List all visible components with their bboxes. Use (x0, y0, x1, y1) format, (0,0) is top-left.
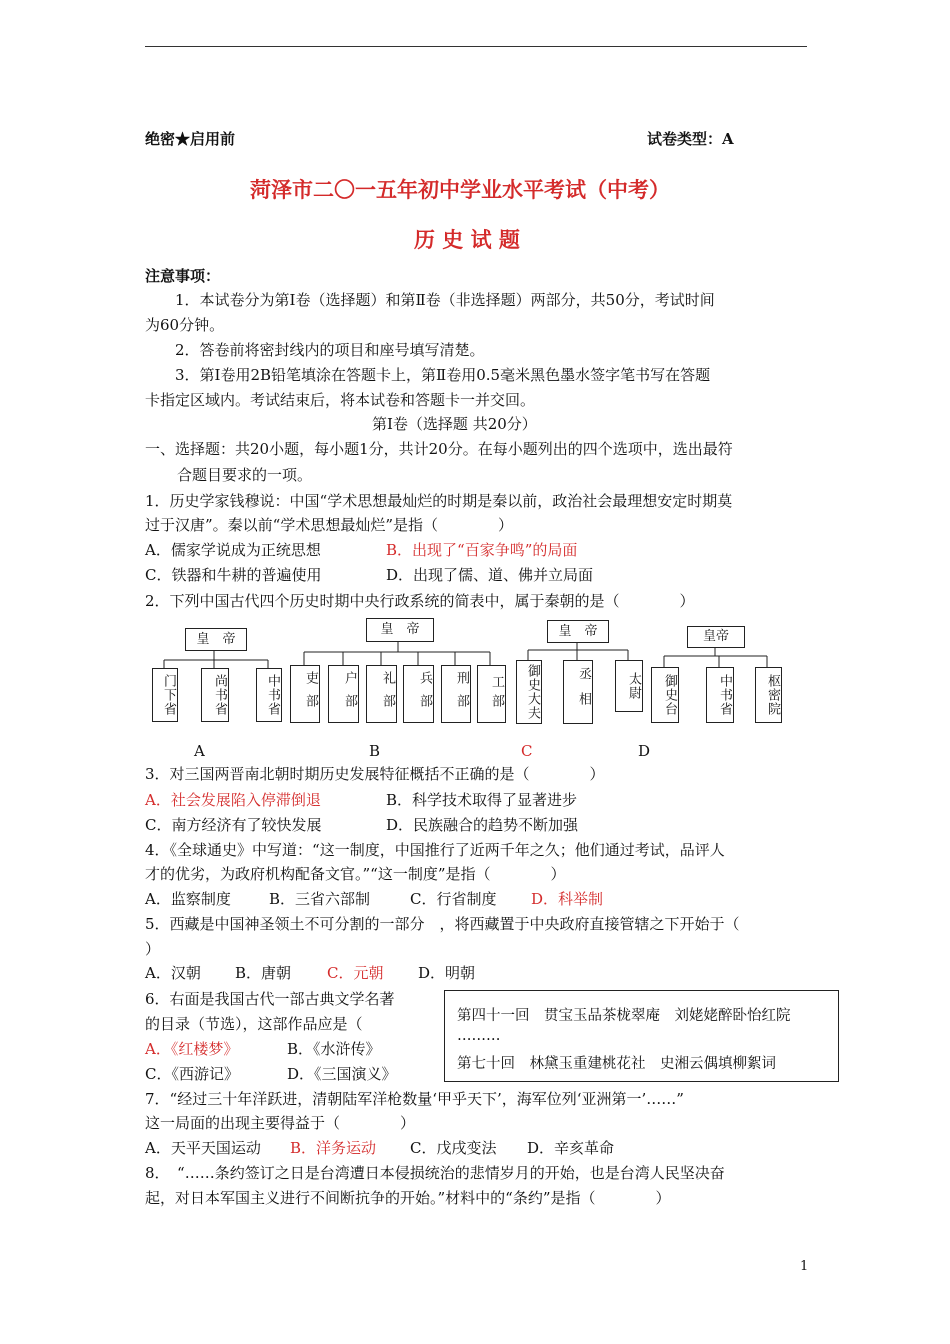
q2-d-emperor-box: 皇帝 (687, 626, 745, 648)
q8-stem-cont: 起，对日本军国主义进行不间断抗争的开始。”材料中的“条约”是指（ ） (145, 1189, 671, 1207)
q6-excerpt-line: 第四十一回 贯宝玉品茶栊翠庵 刘姥姥醉卧怡红院 (457, 1008, 791, 1024)
q2-label-c: C (521, 742, 533, 760)
q2-a-sub-box: 尚书省 (201, 668, 229, 722)
paper-type-label: 试卷类型：A (647, 130, 734, 148)
q4-stem: 4．《全球通史》中写道：“这一制度，中国推行了近两千年之久；他们通过考试，品评人 (145, 841, 725, 859)
q7-stem-cont: 这一局面的出现主要得益于（ ） (145, 1114, 416, 1132)
q4-option-d: D．科举制 (531, 890, 604, 908)
q2-b-emperor-box: 皇 帝 (366, 618, 434, 642)
q5-option-a: A．汉朝 (145, 964, 201, 982)
notice-item-1-cont: 为60分钟。 (145, 316, 225, 334)
q2-a-sub-box: 中书省 (256, 668, 282, 722)
q2-b-sub-box: 吏部 (290, 665, 320, 723)
q5-stem-cont: ） (145, 940, 161, 958)
notice-heading: 注意事项： (145, 267, 221, 285)
q6-stem-cont: 的目录（节选），这部作品应是（ (145, 1015, 363, 1033)
subject-title: 历 史 试 题 (414, 227, 520, 252)
q4-option-c: C．行省制度 (410, 890, 497, 908)
classification-label: 绝密★启用前 (145, 130, 236, 148)
q7-option-c: C．戊戌变法 (410, 1139, 497, 1157)
q8-stem: 8． “……条约签订之日是台湾遭日本侵损统治的悲情岁月的开始，也是台湾人民坚决奋 (145, 1164, 725, 1182)
q5-stem: 5．西藏是中国神圣领土不可分割的一部分 ，将西藏置于中央政府直接管辖之下开始于（ (145, 915, 740, 933)
q6-stem: 6．右面是我国古代一部古典文学名著 (145, 990, 395, 1008)
q2-a-sub-box: 门下省 (152, 668, 178, 722)
q2-stem: 2．下列中国古代四个历史时期中央行政系统的简表中，属于秦朝的是（ ） (145, 592, 695, 610)
q2-b-sub-box: 户部 (328, 665, 359, 723)
section-instruction-cont: 合题目要求的一项。 (177, 466, 313, 484)
q5-option-b: B．唐朝 (235, 964, 292, 982)
q4-option-b: B．三省六部制 (269, 890, 371, 908)
exam-title: 菏泽市二〇一五年初中学业水平考试（中考） (250, 177, 670, 202)
q2-c-sub-box: 御史大夫 (516, 660, 542, 724)
q6-option-c: C．《西游记》 (145, 1065, 239, 1083)
q1-option-b: B．出现了“百家争鸣”的局面 (386, 541, 578, 559)
q5-option-d: D．明朝 (418, 964, 476, 982)
notice-item-3-cont: 卡指定区域内。考试结束后，将本试卷和答题卡一并交回。 (145, 391, 536, 409)
q3-option-a: A．社会发展陷入停滞倒退 (145, 791, 321, 809)
q4-stem-cont: 才的优劣，为政府机构配备文官。”“这一制度”是指（ ） (145, 865, 566, 883)
q2-d-sub-box: 枢密院 (755, 667, 782, 723)
q6-excerpt-ellipsis: ……… (457, 1028, 501, 1044)
q5-option-c: C．元朝 (327, 964, 384, 982)
q6-excerpt-line: 第七十回 林黛玉重建桃花社 史湘云偶填柳絮词 (457, 1056, 776, 1072)
q2-b-sub-box: 工部 (477, 665, 506, 723)
q2-c-emperor-box: 皇 帝 (547, 620, 609, 643)
q1-option-d: D．出现了儒、道、佛并立局面 (386, 566, 594, 584)
q1-option-a: A．儒家学说成为正统思想 (145, 541, 321, 559)
q4-option-a: A．监察制度 (145, 890, 231, 908)
q3-stem: 3．对三国两晋南北朝时期历史发展特征概括不正确的是（ ） (145, 765, 605, 783)
q3-option-d: D．民族融合的趋势不断加强 (386, 816, 579, 834)
q7-option-d: D．辛亥革命 (527, 1139, 615, 1157)
notice-item-3: 3．第Ⅰ卷用2B铅笔填涂在答题卡上，第Ⅱ卷用0.5毫米黑色墨水签字笔书写在答题 (175, 366, 711, 384)
q2-b-sub-box: 兵部 (403, 665, 434, 723)
q6-option-a: A．《红楼梦》 (145, 1040, 239, 1058)
q1-stem-cont: 过于汉唐”。秦以前“学术思想最灿烂”是指（ ） (145, 516, 514, 534)
q7-option-a: A．天平天国运动 (145, 1139, 261, 1157)
q7-stem: 7．“经过三十年洋跃进，清朝陆军洋枪数量‘甲乎天下’，海军位列‘亚洲第一’……” (145, 1090, 684, 1108)
section-instruction: 一、选择题：共20小题，每小题1分，共计20分。在每小题列出的四个选项中，选出最符 (145, 440, 733, 458)
q2-b-sub-box: 刑部 (441, 665, 471, 723)
q2-d-sub-box: 中书省 (706, 667, 734, 723)
q1-option-c: C．铁器和牛耕的普遍使用 (145, 566, 322, 584)
q6-excerpt-box (444, 990, 839, 1082)
notice-item-2: 2．答卷前将密封线内的项目和座号填写清楚。 (175, 341, 485, 359)
q2-label-d: D (638, 742, 651, 760)
page-number: 1 (800, 1259, 809, 1274)
notice-item-1: 1．本试卷分为第Ⅰ卷（选择题）和第Ⅱ卷（非选择题）两部分，共50分，考试时间 (175, 291, 715, 309)
q2-label-b: B (369, 742, 381, 760)
q1-stem: 1．历史学家钱穆说：中国“学术思想最灿烂的时期是秦以前，政治社会最理想安定时期莫 (145, 492, 733, 510)
q7-option-b: B．洋务运动 (290, 1139, 377, 1157)
q2-c-sub-box: 太尉 (615, 660, 643, 712)
q3-option-b: B．科学技术取得了显著进步 (386, 791, 578, 809)
q2-c-sub-box: 丞相 (563, 660, 593, 724)
section-title: 第Ⅰ卷（选择题 共20分） (372, 415, 537, 433)
q6-option-d: D．《三国演义》 (287, 1065, 397, 1083)
q6-option-b: B．《水浒传》 (287, 1040, 381, 1058)
q2-a-emperor-box: 皇 帝 (185, 628, 247, 651)
q2-label-a: A (194, 742, 205, 760)
q2-b-sub-box: 礼部 (366, 665, 397, 723)
q2-d-sub-box: 御史台 (651, 667, 679, 723)
q3-option-c: C．南方经济有了较快发展 (145, 816, 322, 834)
